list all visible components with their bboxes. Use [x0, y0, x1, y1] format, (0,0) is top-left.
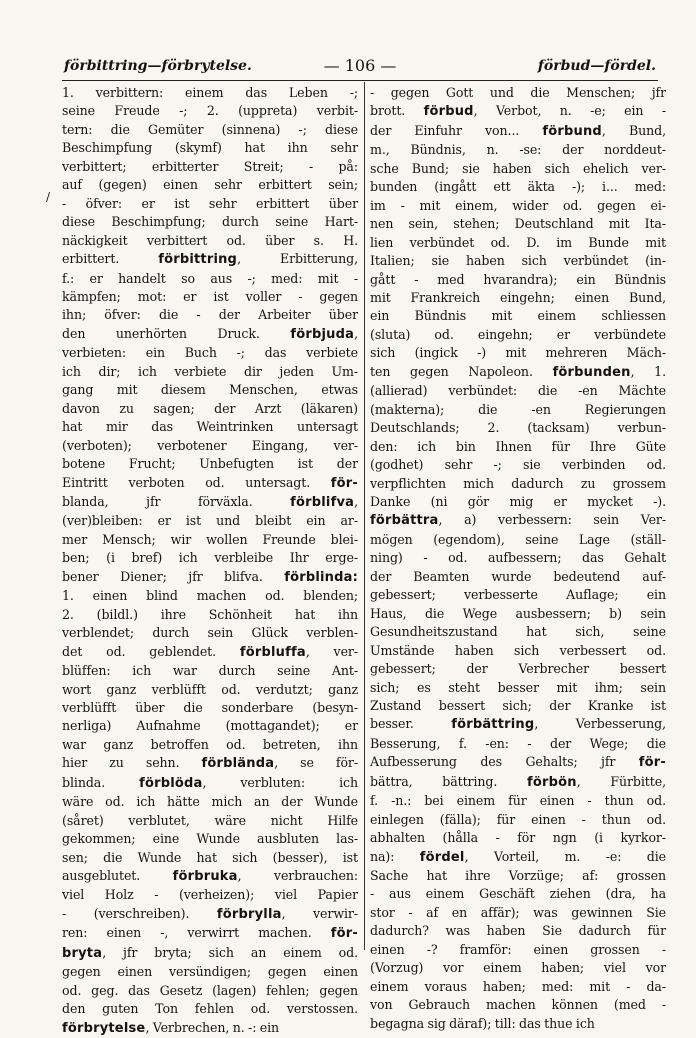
- text-line: ning) - od. aufbessern; das Gehalt: [370, 550, 666, 566]
- text-line: Haus, die Wege ausbessern; b) sein: [370, 605, 666, 621]
- text-line: bryta, jfr bryta; sich an einem od.: [62, 944, 358, 961]
- text-line: (sluta) od. eingehn; er verbündete: [370, 326, 666, 342]
- text-line: 1. verbittern: einem das Leben -;: [62, 85, 358, 100]
- text-line: gang mit diesem Menschen, etwas: [62, 382, 358, 398]
- text-line: blanda, jfr förväxla. förblifva,: [62, 493, 358, 510]
- text-line: der Einfuhr von... förbund, Bund,: [370, 122, 666, 139]
- text-line: gekommen; eine Wunde ausbluten las-: [62, 831, 358, 847]
- text-line: dadurch? was haben Sie dadurch für: [370, 923, 666, 939]
- text-line: besser. förbättring, Verbesserung,: [370, 716, 666, 733]
- text-line: einen -? framför: einen grossen -: [370, 941, 666, 957]
- text-line: diese Beschimpfung; durch seine Hart-: [62, 214, 358, 230]
- text-line: Deutschlands; 2. (tacksam) verbun-: [370, 420, 666, 436]
- text-line: erbittert. förbittring, Erbitterung,: [62, 251, 358, 268]
- text-line: den: ich bin Ihnen für Ihre Güte: [370, 438, 666, 454]
- text-line: davon zu sagen; der Arzt (läkaren): [62, 400, 358, 416]
- header-left-guideword: förbittring—förbrytelse.: [64, 58, 252, 74]
- text-line: bener Diener; jfr blifva. förblinda:: [62, 568, 358, 585]
- text-line: verbieten: ein Buch -; das verbiete: [62, 345, 358, 361]
- text-line: ben; (i bref) ich verbleibe Ihr erge-: [62, 550, 358, 566]
- text-line: näckigkeit verbittert od. über s. H.: [62, 232, 358, 248]
- text-line: nen sein, stehen; Deutschland mit Ita-: [370, 216, 666, 232]
- page-number: — 106 —: [323, 56, 397, 75]
- text-line: Danke (ni gör mig er mycket -).: [370, 493, 666, 509]
- text-line: - aus einem Geschäft ziehen (dra, ha: [370, 886, 666, 902]
- text-line: tern: die Gemüter (sinnena) -; diese: [62, 121, 358, 137]
- text-line: (såret) verblutet, wäre nicht Hilfe: [62, 812, 358, 828]
- text-line: botene Frucht; Unbefugten ist der: [62, 456, 358, 472]
- text-line: viel Holz - (verheizen); viel Papier: [62, 887, 358, 903]
- text-line: ich dir; ich verbiete dir jeden Um-: [62, 363, 358, 379]
- text-line: förbättra, a) verbessern: sein Ver-: [370, 512, 666, 529]
- text-line: gebessert; verbesserte Auflage; ein: [370, 587, 666, 603]
- text-line: blinda. förblöda, verbluten: ich: [62, 774, 358, 791]
- column-divider: [364, 82, 365, 950]
- text-line: Umstände haben sich verbessert od.: [370, 642, 666, 658]
- text-line: det od. geblendet. förbluffa, ver-: [62, 643, 358, 660]
- text-line: Besserung, f. -en: - der Wege; die: [370, 735, 666, 751]
- text-line: auf (gegen) einen sehr erbittert sein;: [62, 177, 358, 193]
- text-line: ten gegen Napoleon. förbunden, 1.: [370, 363, 666, 380]
- right-column: [370, 84, 666, 1033]
- text-line: verblüfft über die sonderbare (besyn-: [62, 699, 358, 715]
- text-line: abhalten (hålla - för ngn (i kyrkor-: [370, 830, 666, 846]
- text-line: gått - med hvarandra); ein Bündnis: [370, 271, 666, 287]
- text-line: Sache hat ihre Vorzüge; af: grossen: [370, 868, 666, 884]
- text-line: Zustand bessert sich; der Kranke ist: [370, 697, 666, 713]
- text-line: (godhet) sehr -; sie verbinden od.: [370, 457, 666, 473]
- text-line: kämpfen; mot: er ist voller - gegen: [62, 288, 358, 304]
- text-line: mit Frankreich eingehn; einen Bund,: [370, 289, 666, 305]
- text-line: lien verbündet od. D. im Bunde mit: [370, 234, 666, 250]
- text-line: sich; es steht besser mit ihm; sein: [370, 679, 666, 695]
- text-line: - öfver: er ist sehr erbittert über: [62, 195, 358, 211]
- text-line: im - mit einem, wider od. gegen ei-: [370, 197, 666, 213]
- text-line: bunden (ingått ett äkta -); i... med:: [370, 179, 666, 195]
- text-line: hier zu sehn. förblända, se för-: [62, 755, 358, 772]
- text-line: verblendet; durch sein Glück verblen-: [62, 625, 358, 641]
- text-line: (allierad) verbündet: die -en Mächte: [370, 383, 666, 399]
- text-line: ihn; öfver: die - der Arbeiter über: [62, 307, 358, 323]
- text-line: od. geg. das Gesetz (lagen) fehlen; gegen: [62, 982, 358, 998]
- text-line: brott. förbud, Verbot, n. -e; ein -: [370, 103, 666, 120]
- text-line: förbrytelse, Verbrechen, n. -: ein: [62, 1019, 280, 1036]
- text-line: m., Bündnis, n. -se: der norddeut-: [370, 142, 666, 158]
- text-line: Beschimpfung (skymf) hat ihn sehr: [62, 140, 358, 156]
- running-header: [62, 56, 658, 81]
- text-line: (Vorzug) vor einem haben; viel vor: [370, 960, 666, 976]
- text-line: sche Bund; sie haben sich ehelich ver-: [370, 160, 666, 176]
- text-line: ein Bündnis mit einem schliessen: [370, 308, 666, 324]
- text-line: (ver)bleiben: er ist und bleibt ein ar-: [62, 513, 358, 529]
- text-line: Eintritt verboten od. untersagt. för-: [62, 474, 358, 491]
- text-line: gegen einen versündigen; gegen einen: [62, 964, 358, 980]
- text-line: wäre od. ich hätte mich an der Wunde: [62, 794, 358, 810]
- text-line: bättra, bättring. förbön, Fürbitte,: [370, 773, 666, 790]
- text-line: sich (ingick -) mit mehreren Mäch-: [370, 345, 666, 361]
- text-line: der Beamten wurde bedeutend auf-: [370, 568, 666, 584]
- text-line: begagna sig däraf); till: das thue ich: [370, 1015, 595, 1031]
- text-line: den unerhörten Druck. förbjuda,: [62, 325, 358, 342]
- text-line: ren: einen -, verwirrt machen. för-: [62, 925, 358, 942]
- text-line: 2. (bildl.) ihre Schönheit hat ihn: [62, 606, 358, 622]
- text-line: (makterna); die -en Regierungen: [370, 401, 666, 417]
- text-line: - (verschreiben). förbrylla, verwir-: [62, 905, 358, 922]
- text-line: f. -n.: bei einem für einen - thun od.: [370, 793, 666, 809]
- text-line: verbittert; erbitterter Streit; - på:: [62, 158, 358, 174]
- text-line: stor - af en affär); was gewinnen Sie: [370, 904, 666, 920]
- text-line: wort ganz verblüfft od. verdutzt; ganz: [62, 681, 358, 697]
- margin-mark: /: [46, 190, 51, 204]
- text-line: den guten Ton fehlen od. verstossen.: [62, 1001, 358, 1017]
- text-line: ausgeblutet. förbruka, verbrauchen:: [62, 868, 358, 885]
- text-line: na): fördel, Vorteil, m. -e: die: [370, 848, 666, 865]
- text-line: einlegen (fälla); für einen - thun od.: [370, 811, 666, 827]
- text-line: mer Mensch; wir wollen Freunde blei-: [62, 531, 358, 547]
- text-line: von Gebrauch machen können (med -: [370, 997, 666, 1013]
- text-line: seine Freude -; 2. (uppreta) verbit-: [62, 103, 358, 119]
- text-line: blüffen: ich war durch seine Ant-: [62, 663, 358, 679]
- text-line: nerliga) Aufnahme (mottagandet); er: [62, 718, 358, 734]
- text-line: 1. einen blind machen od. blenden;: [62, 588, 358, 604]
- text-line: sen; die Wunde hat sich (besser), ist: [62, 849, 358, 865]
- text-line: verpflichten mich dadurch zu grossem: [370, 475, 666, 491]
- text-line: Italien; sie haben sich verbündet (in-: [370, 253, 666, 269]
- left-column: [62, 84, 358, 1038]
- text-line: hat mir das Weintrinken untersagt: [62, 419, 358, 435]
- text-line: mögen (egendom), seine Lage (ställ-: [370, 531, 666, 547]
- text-line: gebessert; der Verbrecher bessert: [370, 661, 666, 677]
- text-line: war ganz betroffen od. betreten, ihn: [62, 736, 358, 752]
- text-line: - gegen Gott und die Menschen; jfr: [370, 85, 666, 100]
- text-line: Aufbesserung des Gehalts; jfr för-: [370, 754, 666, 771]
- text-line: (verboten); verbotener Eingang, ver-: [62, 437, 358, 453]
- header-right-guideword: förbud—fördel.: [537, 58, 656, 74]
- text-line: Gesundheitszustand hat sich, seine: [370, 624, 666, 640]
- text-line: einem voraus haben; med: mit - da-: [370, 978, 666, 994]
- text-line: f.: er handelt so aus -; med: mit -: [62, 270, 358, 286]
